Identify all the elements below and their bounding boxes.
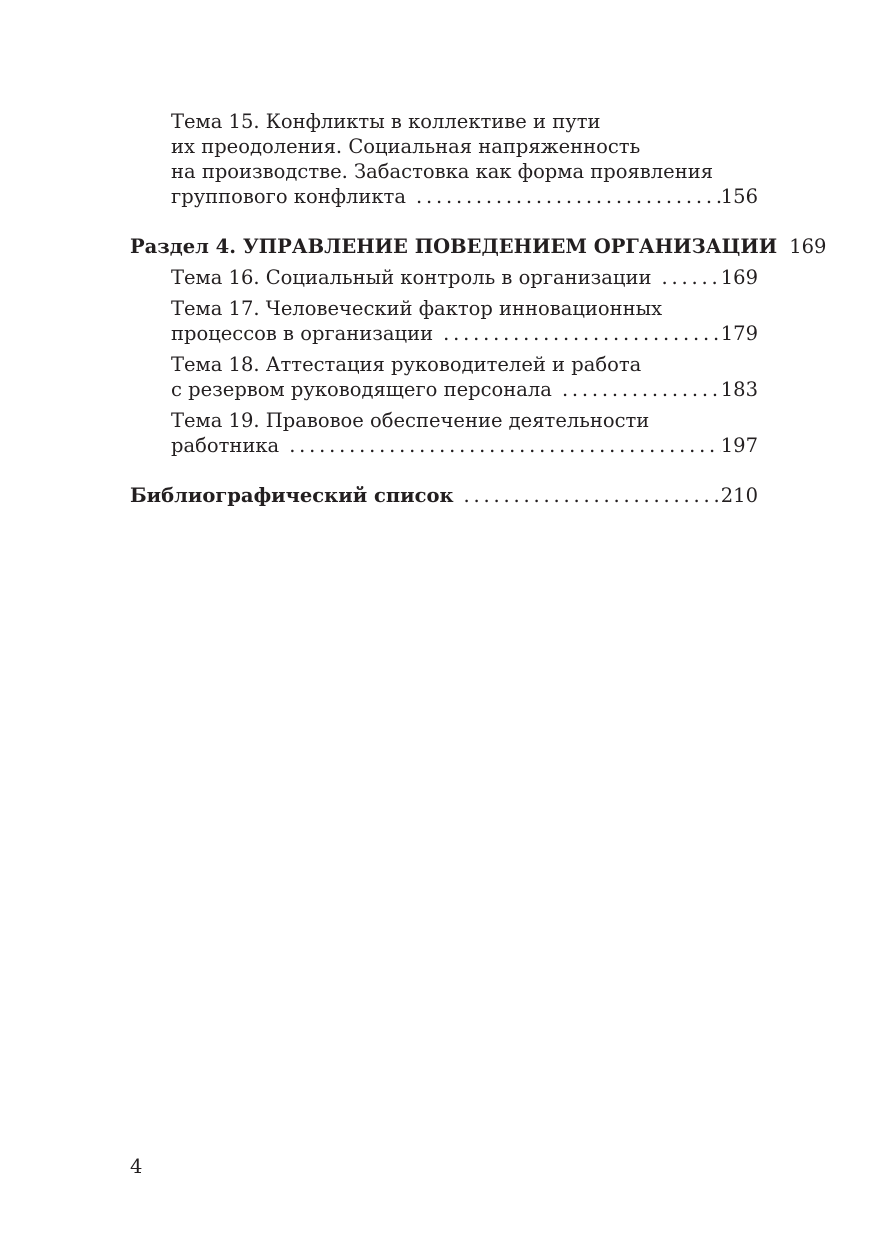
- toc-entry-theme-17[interactable]: [130, 296, 758, 346]
- dot-leader: [279, 433, 721, 458]
- dot-leader: [552, 377, 721, 402]
- toc-page-number: 169: [789, 235, 827, 258]
- page-number-footer: 4: [130, 1155, 143, 1178]
- toc-page-number: 183: [720, 378, 758, 401]
- toc-entry-text-line: на производстве. Забастовка как форма проявления: [171, 160, 714, 183]
- toc-entry-theme-18[interactable]: [130, 352, 758, 402]
- toc-entry-text-line: работника: [171, 434, 280, 457]
- toc-entry-text-line: с резервом руководящего персонала: [171, 378, 552, 401]
- toc-page-number: 197: [720, 434, 758, 457]
- toc-entry-text-line: Тема 15. Конфликты в коллективе и пути: [171, 110, 601, 133]
- toc-page-number: 179: [720, 322, 758, 345]
- toc-entry-text-line: Тема 16. Социальный контроль в организации: [171, 266, 652, 289]
- dot-leader: [651, 265, 720, 290]
- toc-entry-theme-19[interactable]: [130, 408, 758, 458]
- toc-entry-text-line: группового конфликта: [171, 185, 406, 208]
- toc-entry-text-line: их преодоления. Социальная напряженность: [171, 135, 641, 158]
- toc-section-title: Раздел 4. УПРАВЛЕНИЕ ПОВЕДЕНИЕМ ОРГАНИЗАЦИИ: [130, 235, 778, 258]
- dot-leader: [433, 321, 721, 346]
- toc-page-number: 169: [720, 266, 758, 289]
- toc-page-number: 210: [720, 484, 758, 507]
- toc-entry-text-line: процессов в организации: [171, 322, 434, 345]
- dot-leader: [406, 184, 721, 209]
- toc-entry-bibliography[interactable]: [130, 483, 758, 508]
- toc-entry-text-line: Тема 17. Человеческий фактор инновационных: [171, 297, 663, 320]
- toc-entry-theme-16[interactable]: [130, 265, 758, 290]
- dot-leader: [454, 483, 721, 508]
- toc-entry-text-line: Тема 19. Правовое обеспечение деятельности: [171, 409, 650, 432]
- toc-page-number: 156: [720, 185, 758, 208]
- toc-entry-section-4[interactable]: [130, 234, 827, 259]
- toc-entry-theme-15[interactable]: [130, 109, 758, 209]
- dot-leader: [777, 234, 789, 259]
- toc-entry-text-line: Тема 18. Аттестация руководителей и работа: [171, 353, 642, 376]
- toc-section-title: Библиографический список: [130, 484, 454, 507]
- table-of-contents: [130, 109, 827, 508]
